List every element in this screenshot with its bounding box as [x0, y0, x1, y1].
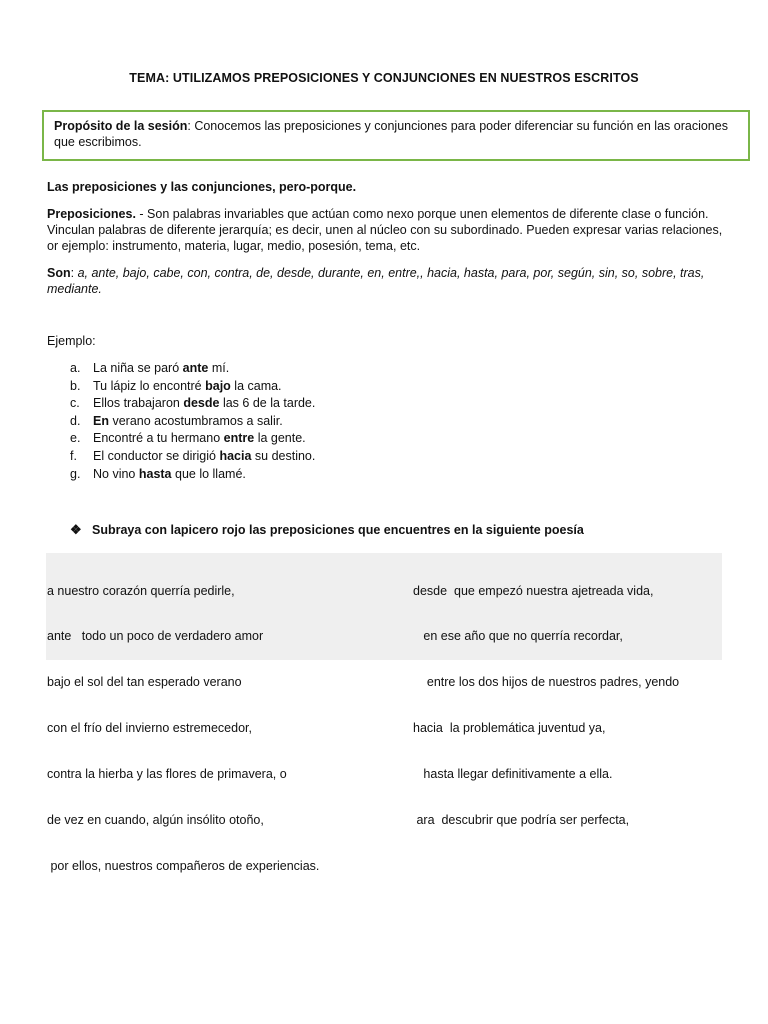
- example-before: Tu lápiz lo encontré: [93, 378, 206, 393]
- example-letter: d.: [70, 413, 81, 428]
- definition-term: Preposiciones.: [47, 207, 136, 221]
- list-label: Son: [47, 266, 71, 280]
- definition-text: - Son palabras invariables que actúan como nexo porque unen elementos de diferente clase o función. Vinculan palabras de diferente jerarquía; es decir, unen al núcleo con su subordinado. Pueden expresar varias relaciones, or ejemplo: instrumento, materia, lugar, medio, posesión, tema, etc.: [47, 207, 723, 253]
- prepositions-list-paragraph: [47, 265, 727, 297]
- example-after: su destino.: [251, 448, 316, 463]
- section-heading: Las preposiciones y las conjunciones, pero-porque.: [47, 180, 357, 194]
- poem-line: bajo el sol del tan esperado verano: [47, 675, 242, 690]
- poem-right-column: [413, 553, 679, 859]
- example-before: La niña se paró: [93, 361, 183, 375]
- example-letter: c.: [70, 396, 80, 411]
- example-preposition: hacia: [219, 448, 252, 463]
- diamond-bullet-icon: ❖: [70, 522, 82, 537]
- example-after: verano acostumbramos a salir.: [108, 413, 283, 428]
- page-title: TEMA: UTILIZAMOS PREPOSICIONES Y CONJUNCIONES EN NUESTROS ESCRITOS: [129, 71, 639, 85]
- example-item: [70, 413, 315, 431]
- poem-line: contra la hierba y las flores de primavera, o: [47, 767, 287, 782]
- poem-line: por ellos, nuestros compañeros de experiencias.: [47, 858, 320, 873]
- example-item: [70, 395, 315, 413]
- example-letter: b.: [70, 378, 81, 393]
- instruction-text: Subraya con lapicero rojo las preposiciones que encuentres en la siguiente poesía: [92, 523, 584, 537]
- example-before: Encontré a tu hermano: [93, 431, 224, 446]
- poem-left-column: [47, 553, 319, 905]
- example-preposition: En: [93, 413, 109, 428]
- example-after: mí.: [208, 361, 230, 375]
- poem-line: a nuestro corazón querría pedirle,: [47, 583, 235, 598]
- example-item: [70, 430, 315, 448]
- example-letter: a.: [70, 361, 81, 375]
- poem-line: entre los dos hijos de nuestros padres, yendo: [413, 675, 680, 690]
- example-after: que lo llamé.: [171, 466, 246, 481]
- poem-line: de vez en cuando, algún insólito otoño,: [47, 813, 264, 828]
- example-preposition: bajo: [205, 378, 231, 393]
- poem-line: con el frío del invierno estremecedor,: [47, 721, 252, 736]
- definition-paragraph: [47, 206, 727, 254]
- purpose-label: Propósito de la sesión: [54, 119, 188, 133]
- poem-box: [46, 553, 722, 873]
- example-preposition: desde: [183, 396, 220, 411]
- example-after: las 6 de la tarde.: [219, 396, 316, 411]
- example-after: la cama.: [230, 378, 282, 393]
- prepositions-list: a, ante, bajo, cabe, con, contra, de, desde, durante, en, entre,, hacia, hasta, para, por, según, sin, so, sobre, tras, mediante.: [47, 266, 705, 296]
- example-item: [70, 448, 315, 466]
- poem-line: ante todo un poco de verdadero amor: [47, 629, 264, 644]
- poem-line: en ese año que no querría recordar,: [413, 629, 623, 644]
- example-list: [70, 360, 315, 483]
- poem-line: hacia la problemática juventud ya,: [413, 721, 606, 736]
- example-preposition: entre: [223, 431, 255, 446]
- example-letter: e.: [70, 431, 81, 446]
- example-label: Ejemplo:: [47, 334, 96, 348]
- example-before: Ellos trabajaron: [93, 396, 184, 411]
- example-preposition: hasta: [138, 466, 172, 481]
- example-item: [70, 360, 315, 378]
- example-after: la gente.: [254, 431, 306, 446]
- poem-line: desde que empezó nuestra ajetreada vida,: [413, 583, 654, 598]
- poem-line: hasta llegar definitivamente a ella.: [413, 767, 613, 782]
- poem-line: ara descubrir que podría ser perfecta,: [413, 813, 630, 828]
- example-preposition: ante: [182, 361, 209, 375]
- example-before: No vino: [93, 466, 139, 481]
- example-letter: g.: [70, 466, 81, 481]
- purpose-text: : Conocemos las preposiciones y conjunciones para poder diferenciar su función en las oraciones que escribimos.: [54, 119, 728, 149]
- example-item: [70, 466, 315, 484]
- list-colon: :: [70, 266, 78, 280]
- example-before: El conductor se dirigió: [93, 448, 220, 463]
- instruction: [70, 522, 584, 538]
- example-letter: f.: [70, 448, 77, 463]
- purpose-box: [42, 110, 750, 161]
- example-item: [70, 378, 315, 396]
